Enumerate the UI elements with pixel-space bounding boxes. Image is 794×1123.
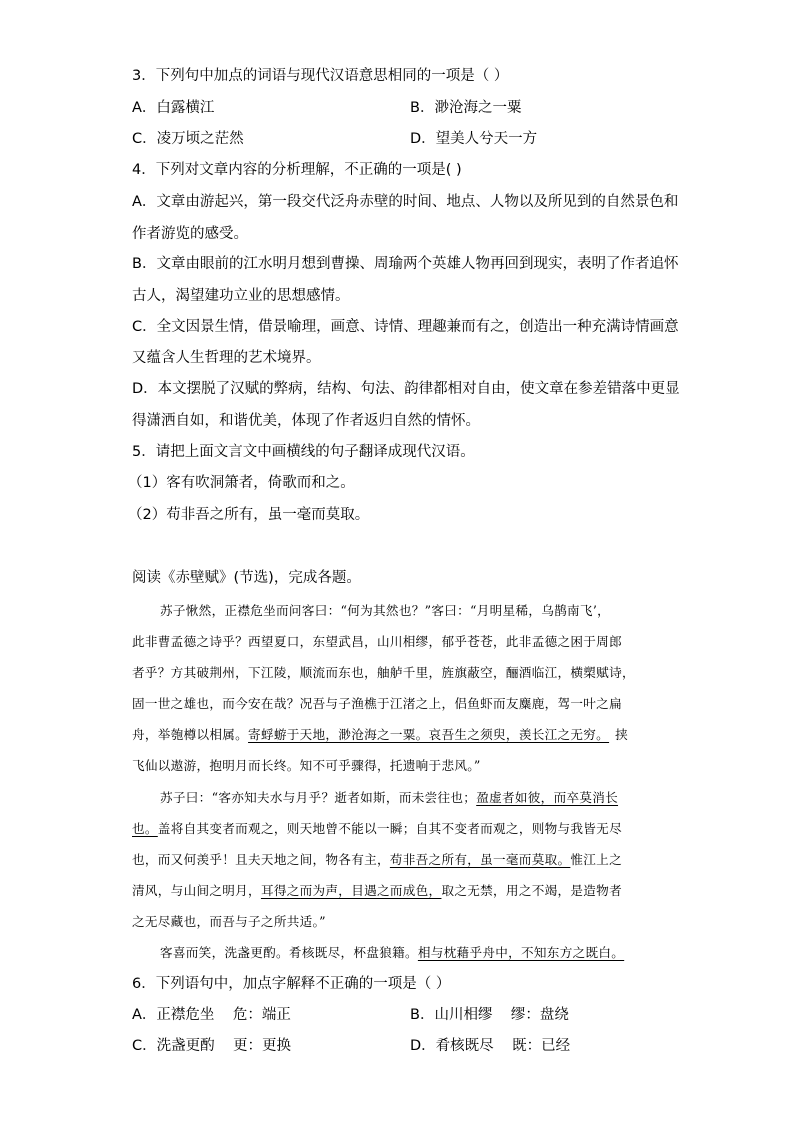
question-4-option-d-line1: D．本文摆脱了汉赋的弊病，结构、句法、韵律都相对自由，使文章在参差错落中更显: [132, 381, 680, 397]
question-4-option-b-line2: 古人，渴望建功立业的思想感情。: [132, 288, 350, 304]
passage-text: 也，而又何羡乎！且夫天地之间，物各有主，: [132, 852, 390, 867]
question-5-item-1: （1）客有吹洞箫者，倚歌而和之。: [128, 475, 355, 491]
question-4-stem: 4．下列对文章内容的分析理解，不正确的一项是( ): [132, 162, 462, 178]
question-5-item-2: （2）苟非吾之所有，虽一毫而莫取。: [128, 507, 370, 523]
passage-p2-line5: 之无尽藏也，而吾与子之所共适。”: [132, 914, 326, 929]
passage-text: 舟，举匏樽以相属。: [132, 727, 249, 742]
passage-text: 取之无禁，用之不竭，是造物者: [441, 883, 622, 898]
question-4-option-c-line2: 又蕴含人生哲理的艺术境界。: [132, 350, 321, 366]
question-3-option-b: B．渺沧海之一粟: [410, 100, 522, 116]
passage-p2-line1: [160, 788, 690, 808]
reading-intro: 阅读《赤壁赋》(节选)，完成各题。: [132, 570, 361, 586]
underlined-sentence: 苟非吾之所有，虽一毫而莫取。: [389, 852, 571, 867]
passage-p1-line4: 固一世之雄也，而今安在哉？况吾与子渔樵于江渚之上，侣鱼虾而友麋鹿，驾一叶之扁: [132, 696, 622, 711]
passage-p2-line4: [132, 881, 662, 901]
underlined-sentence: 盈虚者如彼，而卒莫消长: [476, 790, 619, 805]
passage-text: 惟江上之: [570, 852, 622, 867]
question-5-stem: 5．请把上面文言文中画横线的句子翻译成现代汉语。: [132, 444, 475, 460]
passage-p3-line1: [160, 943, 690, 963]
passage-p2-line2: [132, 819, 662, 839]
passage-text: 挟: [615, 727, 628, 742]
underlined-sentence: 耳得之而为声，目遇之而成色，: [260, 883, 442, 898]
passage-p1-line3: 者乎？方其破荆州，下江陵，顺流而东也，舳舻千里，旌旗蔽空，酾酒临江，横槊赋诗，: [132, 665, 635, 680]
question-6-stem: 6．下列语句中，加点字解释不正确的一项是（ ）: [132, 976, 451, 992]
passage-text: 客喜而笑，洗盏更酌。肴核既尽，杯盘狼籍。: [160, 945, 418, 960]
question-6-option-c: C．洗盏更酌 更：更换: [132, 1038, 292, 1054]
passage-p1-line6: 飞仙以遨游，抱明月而长终。知不可乎骤得，托遗响于悲风。”: [132, 758, 481, 773]
underlined-sentence: 寄蜉蝣于天地，渺沧海之一粟。哀吾生之须臾，羡长江之无穷。: [248, 727, 610, 742]
passage-text: 盖将自其变者而观之，则天地曾不能以一瞬；自其不变者而观之，则物与我皆无尽: [157, 821, 622, 836]
question-3-option-d: D．望美人兮天一方: [410, 131, 538, 147]
passage-p1-line2: 此非曹孟德之诗乎？西望夏口，东望武昌，山川相缪，郁乎苍苍，此非孟德之困于周郎: [132, 634, 622, 649]
question-4-option-d-line2: 得潇洒自如，和谐优美，体现了作者返归自然的情怀。: [132, 413, 480, 429]
question-3-option-a: A．白露横江: [132, 100, 215, 116]
question-4-option-a-line2: 作者游览的感受。: [132, 226, 248, 242]
question-6-option-d: D．肴核既尽 既：已经: [410, 1038, 571, 1054]
passage-p2-line3: [132, 850, 662, 870]
question-3-option-c: C．凌万顷之茫然: [132, 131, 244, 147]
underlined-sentence: 相与枕藉乎舟中，不知东方之既白。: [417, 945, 625, 960]
question-4-option-a-line1: A．文章由游起兴，第一段交代泛舟赤壁的时间、地点、人物以及所见到的自然景色和: [132, 194, 679, 210]
passage-text: 苏子曰：“客亦知夫水与月乎？逝者如斯，而未尝往也；: [160, 790, 477, 805]
underlined-sentence: 也。: [132, 821, 158, 836]
question-4-option-c-line1: C．全文因景生情，借景喻理，画意、诗情、理趣兼而有之，创造出一种充满诗情画意: [132, 319, 679, 335]
passage-p1-line5: [132, 725, 662, 745]
passage-p1-line1: 苏子愀然，正襟危坐而问客曰：“何为其然也？”客曰：“月明星稀，乌鹊南飞’，: [160, 603, 611, 618]
question-6-option-a: A．正襟危坐 危：端正: [132, 1007, 291, 1023]
passage-text: 清风，与山间之明月，: [132, 883, 261, 898]
question-3-stem: 3．下列句中加点的词语与现代汉语意思相同的一项是（ ）: [132, 68, 509, 84]
question-6-option-b: B．山川相缪 缪：盘绕: [410, 1007, 569, 1023]
question-4-option-b-line1: B．文章由眼前的江水明月想到曹操、周瑜两个英雄人物再回到现实，表明了作者追怀: [132, 256, 679, 272]
